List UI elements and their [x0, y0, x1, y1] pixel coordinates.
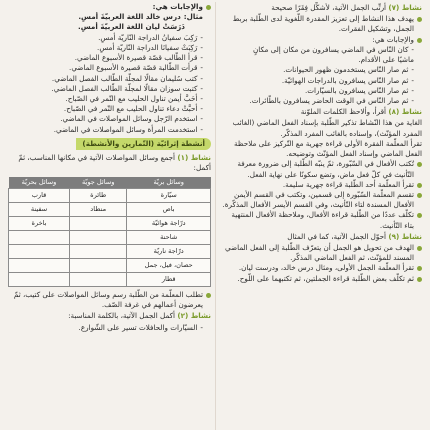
table-cell [70, 216, 127, 230]
table-cell [70, 244, 127, 258]
table-row [9, 216, 211, 230]
table-cell: منطاد [70, 202, 127, 216]
activity-8-heading: نشاط (٨) أقرأ، وألاحظ الكلمات الملوّنة [300, 107, 422, 117]
activity-8-step: تكلّف عددًا من الطّلبة قراءة الأفعال، وملاحظة الأفعال المنتهية بتاء التّأنيث. [220, 210, 422, 230]
bullet-icon [417, 277, 422, 282]
answer-line: - ثم صار النّاس يسافرون بالدراجات الهوائيّة. [281, 75, 414, 85]
example-line: مثال: درس خالد اللغة العربيّةَ أمسِ. [78, 12, 203, 22]
activity-9-step: تقرأ المعلّمة الجمل الأولى، ومثال درس خالد، ودرست ليان. [220, 263, 422, 273]
bullet-icon [417, 183, 422, 188]
bullet-icon [206, 293, 211, 298]
bullet-icon [417, 162, 422, 167]
table-row [9, 188, 211, 202]
answer-item: - قرأت الطّالبة قصّة قصيرة الأسبوع الماضي. [69, 63, 203, 73]
answer-line: - ثم صار النّاس يستخدمون ظهور الحيوانات. [283, 65, 414, 75]
answers-heading: والإجابات هي: [220, 35, 422, 45]
table-cell: درّاجة هوائيّة [127, 216, 211, 230]
answer-line: - ثم صار النّاس يسافرون بالسيّارات. [304, 85, 414, 95]
table-row [9, 272, 211, 286]
bullet-icon [417, 266, 422, 271]
table-cell [9, 272, 70, 286]
table-cell [9, 258, 70, 272]
answer-line: - ثم صار النّاس في الوقت الحاضر يسافرون بالطّائرات. [249, 95, 414, 105]
activity-1-heading: نشاط (١) أجمع وسائل المواصلات الآتية في مكانها المناسب، ثمّ أكمل: [18, 153, 211, 173]
table-row [9, 230, 211, 244]
table-cell [70, 272, 127, 286]
answer-item: - كتبت سوزان مقالًا لمجلّة الطّالب الفصل الماضي. [51, 83, 203, 93]
table-cell: قطار [127, 272, 211, 286]
bullet-icon [206, 5, 211, 10]
answer-item: - استخدم الرّجل وسائل المواصلات في الماضي. [60, 114, 203, 124]
table-cell: باخرة [9, 216, 70, 230]
activity-2-heading: نشاط (٢) أكمل الجمل الآتية، بالكلمة المناسبة: [68, 311, 211, 321]
activity-8-text: الغاية من هذا النّشاط تذكير الطّلبة بإسناد الفعل الماضي (الغائب المفرد المؤنّث)، وإسناده بالغائب المفرد المذكّر. [232, 118, 422, 138]
activity-9-step: الهدف من تحويل هو الجمل أن يتعرّف الطّلبة إلى الفعل الماضي المسند للمؤنّث، ثم الفعل الماضي المذكّر. [220, 243, 422, 263]
answer-item: - رَكِبَتْ سفيانَا الدراجة النّاريّة أمسِ. [97, 42, 203, 52]
table-cell: سيّارة [127, 188, 211, 202]
bullet-icon [417, 17, 422, 22]
answers-heading: والإجابات هي: [8, 2, 211, 12]
activity-8-step: تقرأ المعلّمة أحد الطّلبة قراءة جهرية سليمة. [220, 180, 422, 190]
bullet-icon [417, 213, 422, 218]
activity-9-heading: نشاط (٩) أحوّل الجمل الآتية، كما في المثال [287, 231, 422, 241]
table-cell [9, 244, 70, 258]
answer-item: - كتب سُليمان مقالًا لمجلّة الطّالب الفصل الماضي. [51, 73, 203, 83]
table-row [9, 244, 211, 258]
bullet-icon [417, 193, 422, 198]
bullet-icon [417, 246, 422, 251]
answer-item: - رَكِبَ سفيانُ الدراجة النّاريّة أمسِ. [98, 32, 203, 42]
activity-2-line: - السيّارات والحافلات تسير على الشّوارع. [78, 322, 203, 332]
table-header-cell: وسائل بريّة [127, 177, 211, 189]
table-row [9, 258, 211, 272]
answer-line: ماشيًا على الأقدام. [358, 55, 414, 65]
table-cell: باص [127, 202, 211, 216]
transport-table [8, 177, 211, 287]
table-header-cell: وسائل بحريّة [9, 177, 70, 189]
table-header-cell: وسائل جويّة [70, 177, 127, 189]
activity-8-text: تقرأ المعلّمة الفقرة الأولى قراءة جهرية مع التّركيز على ملاحظة الفعل الماضي وإسناد الفعل المؤنّث وتوضيحه. [234, 138, 422, 159]
bullet-icon [417, 38, 422, 43]
answer-list [8, 33, 211, 135]
answer-line: - كان النّاس في الماضي يسافرون من مكان إلى مكانٍ [253, 44, 414, 54]
table-cell: شاحنة [127, 230, 211, 244]
table-cell: طائرة [70, 188, 127, 202]
example-line: دَرَسَتْ ليان اللغة العربيّةَ أمسِ. [78, 22, 185, 32]
activity-9-step: ثم تكلّف بعض الطّلبة قراءة الجملتين، ثم تكتبهما على اللّوح. [220, 274, 422, 284]
right-column [215, 2, 426, 430]
answer-item: - أحَبَّ أيمن تناول الحليب مع التّمر في الصّباح. [65, 93, 203, 103]
table-cell [70, 258, 127, 272]
activity-8-step: تُكتب الأفعال في السّبّورة، ثمّ ينبّه الطّلبة إلى ضرورة معرفة التّأنيث في كلّ فعل ماض، وتضع سكونًا على نهاية الفعل. [220, 159, 422, 179]
table-cell [9, 230, 70, 244]
table-cell: حصان، فيل، جمل [127, 258, 211, 272]
left-column [4, 2, 215, 430]
table-cell [70, 230, 127, 244]
answer-item: - أحبَّتْ دعاء تناول الحليب مع التّمر في الصّباح. [63, 104, 203, 114]
answer-item: - قرأ الطّالب قصّة قصيرة الأسبوع الماضي. [74, 53, 203, 63]
table-row [9, 202, 211, 216]
activity-7-goal: يهدف هذا النشاط إلى تعزيز المقدرة اللّغوية لدى الطّلبة بربط الجمل، وتشكيل الفقرات. [220, 14, 422, 34]
table-cell: سفينة [9, 202, 70, 216]
table-cell: قارب [9, 188, 70, 202]
activity-1-note: تطلب المعلّمة من الطّلبة رسم وسائل المواصلات على كتيب، ثمّ يعرضون أعمالهم في غرفة الصّف. [8, 290, 211, 310]
enrichment-banner: أنشطة إثرائيّة (التّمارين والأنشطة) [76, 138, 211, 150]
activity-7-heading: نشاط (٧) أرتِّب الجمل الآتية، لأشكِّل فِقَرًا صحيحة [271, 3, 422, 12]
answer-item: - استخدمت المرأة وسائل المواصلات في الماضي. [53, 124, 203, 134]
table-cell: درّاجة ناريّة [127, 244, 211, 258]
table-header-row [9, 177, 211, 189]
activity-8-step: تقسم المعلّمة السّبّورة إلى قسمين، وتكتب في القسم الأيمن الأفعال المسندة لتاء التّأنيث، وفي القسم الأيسر الأفعال المذكّرة. [220, 190, 422, 210]
